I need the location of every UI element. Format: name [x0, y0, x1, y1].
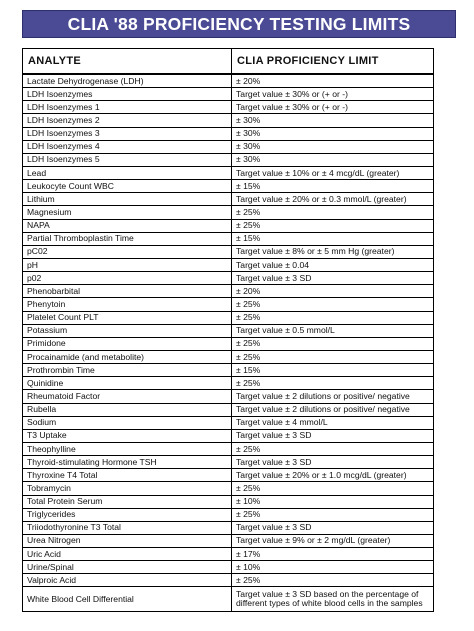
analyte-cell: Potassium: [23, 324, 232, 337]
analyte-cell: pH: [23, 258, 232, 271]
analyte-cell: Theophylline: [23, 442, 232, 455]
limit-cell: Target value ± 10% or ± 4 mcg/dL (greater): [232, 166, 434, 179]
analyte-cell: Phenobarbital: [23, 285, 232, 298]
analyte-cell: LDH Isoenzymes 1: [23, 101, 232, 114]
limit-cell: ± 15%: [232, 180, 434, 193]
analyte-cell: T3 Uptake: [23, 429, 232, 442]
analyte-cell: Phenytoin: [23, 298, 232, 311]
limit-cell: Target value ± 20% or ± 1.0 mcg/dL (greater): [232, 469, 434, 482]
table-row: [23, 219, 434, 232]
table-row: [23, 548, 434, 561]
table-row: [23, 193, 434, 206]
table-row-white-blood-cell-differential: [23, 587, 434, 612]
table-row: [23, 364, 434, 377]
limit-cell: Target value ± 2 dilutions or positive/ negative: [232, 403, 434, 416]
table-row: [23, 114, 434, 127]
table-row: [23, 127, 434, 140]
limit-cell: ± 15%: [232, 364, 434, 377]
analyte-cell: LDH Isoenzymes 4: [23, 140, 232, 153]
limit-cell: ± 25%: [232, 377, 434, 390]
analyte-cell: Triglycerides: [23, 508, 232, 521]
analyte-cell: Lithium: [23, 193, 232, 206]
limit-cell: Target value ± 3 SD based on the percentage of different types of white blood cells in the samples: [232, 587, 434, 612]
table-row: [23, 561, 434, 574]
table-row: [23, 245, 434, 258]
analyte-cell: LDH Isoenzymes 3: [23, 127, 232, 140]
analyte-cell: Urine/Spinal: [23, 561, 232, 574]
analyte-cell: Prothrombin Time: [23, 364, 232, 377]
limit-cell: ± 30%: [232, 114, 434, 127]
limit-cell: ± 20%: [232, 74, 434, 88]
limit-cell: ± 25%: [232, 311, 434, 324]
analyte-cell: Triiodothyronine T3 Total: [23, 521, 232, 534]
limit-cell: ± 20%: [232, 285, 434, 298]
limit-cell: Target value ± 3 SD: [232, 456, 434, 469]
table-row: [23, 298, 434, 311]
analyte-cell: p02: [23, 272, 232, 285]
table-row: [23, 456, 434, 469]
analyte-cell: Thyroxine T4 Total: [23, 469, 232, 482]
table-row: [23, 272, 434, 285]
limit-cell: Target value ± 0.5 mmol/L: [232, 324, 434, 337]
analyte-cell: White Blood Cell Differential: [23, 587, 232, 612]
table-row: [23, 350, 434, 363]
table-row: [23, 153, 434, 166]
analyte-cell: Partial Thromboplastin Time: [23, 232, 232, 245]
limit-cell: Target value ± 9% or ± 2 mg/dL (greater): [232, 534, 434, 547]
limit-cell: Target value ± 8% or ± 5 mm Hg (greater): [232, 245, 434, 258]
analyte-cell: Platelet Count PLT: [23, 311, 232, 324]
limit-cell: Target value ± 3 SD: [232, 521, 434, 534]
analyte-cell: Procainamide (and metabolite): [23, 350, 232, 363]
limit-cell: ± 25%: [232, 350, 434, 363]
analyte-cell: NAPA: [23, 219, 232, 232]
limit-cell: ± 25%: [232, 298, 434, 311]
limit-cell: ± 10%: [232, 495, 434, 508]
analyte-cell: Quinidine: [23, 377, 232, 390]
table-row: [23, 574, 434, 587]
limit-cell: Target value ± 3 SD: [232, 272, 434, 285]
analyte-cell: LDH Isoenzymes 2: [23, 114, 232, 127]
table-row: [23, 495, 434, 508]
analyte-cell: Uric Acid: [23, 548, 232, 561]
analyte-cell: Thyroid-stimulating Hormone TSH: [23, 456, 232, 469]
limit-cell: ± 30%: [232, 140, 434, 153]
limit-cell: ± 15%: [232, 232, 434, 245]
analyte-cell: LDH Isoenzymes 5: [23, 153, 232, 166]
limit-cell: ± 25%: [232, 574, 434, 587]
limit-cell: ± 25%: [232, 482, 434, 495]
analyte-cell: Rheumatoid Factor: [23, 390, 232, 403]
table-header-row: [23, 49, 434, 75]
column-header-limit: CLIA PROFICIENCY LIMIT: [232, 49, 434, 75]
analyte-cell: Lactate Dehydrogenase (LDH): [23, 74, 232, 88]
limit-cell: ± 30%: [232, 127, 434, 140]
analyte-cell: Urea Nitrogen: [23, 534, 232, 547]
analyte-cell: Leukocyte Count WBC: [23, 180, 232, 193]
limit-cell: ± 10%: [232, 561, 434, 574]
table-row: [23, 180, 434, 193]
table-body: [23, 74, 434, 612]
analyte-cell: Primidone: [23, 337, 232, 350]
table-row: [23, 534, 434, 547]
limit-cell: Target value ± 20% or ± 0.3 mmol/L (greater): [232, 193, 434, 206]
table-row: [23, 166, 434, 179]
limit-cell: ± 25%: [232, 219, 434, 232]
table-row: [23, 482, 434, 495]
limit-cell: Target value ± 2 dilutions or positive/ negative: [232, 390, 434, 403]
table-row: [23, 324, 434, 337]
limit-cell: ± 30%: [232, 153, 434, 166]
analyte-cell: Sodium: [23, 416, 232, 429]
proficiency-limits-table: [22, 48, 434, 612]
analyte-cell: Tobramycin: [23, 482, 232, 495]
column-header-analyte: ANALYTE: [23, 49, 232, 75]
limit-cell: Target value ± 30% or (+ or -): [232, 88, 434, 101]
limit-cell: ± 25%: [232, 206, 434, 219]
table-row: [23, 232, 434, 245]
analyte-cell: Lead: [23, 166, 232, 179]
table-row: [23, 337, 434, 350]
table-row: [23, 140, 434, 153]
analyte-cell: LDH Isoenzymes: [23, 88, 232, 101]
limit-cell: Target value ± 30% or (+ or -): [232, 101, 434, 114]
limit-cell: Target value ± 0.04: [232, 258, 434, 271]
table-row: [23, 101, 434, 114]
table-row: [23, 416, 434, 429]
table-row: [23, 521, 434, 534]
table-row: [23, 311, 434, 324]
analyte-cell: pC02: [23, 245, 232, 258]
analyte-cell: Valproic Acid: [23, 574, 232, 587]
limit-cell: ± 25%: [232, 442, 434, 455]
table-row: [23, 88, 434, 101]
analyte-cell: Magnesium: [23, 206, 232, 219]
table-row: [23, 442, 434, 455]
limit-cell: ± 17%: [232, 548, 434, 561]
table-row: [23, 403, 434, 416]
limit-cell: ± 25%: [232, 508, 434, 521]
limit-cell: Target value ± 4 mmol/L: [232, 416, 434, 429]
table-row: [23, 429, 434, 442]
analyte-cell: Total Protein Serum: [23, 495, 232, 508]
table-row: [23, 390, 434, 403]
table-row: [23, 469, 434, 482]
table-row: [23, 74, 434, 88]
page-title: CLIA '88 PROFICIENCY TESTING LIMITS: [22, 10, 456, 38]
table-row: [23, 206, 434, 219]
limit-cell: Target value ± 3 SD: [232, 429, 434, 442]
table-row: [23, 285, 434, 298]
limit-cell: ± 25%: [232, 337, 434, 350]
analyte-cell: Rubella: [23, 403, 232, 416]
table-row: [23, 508, 434, 521]
table-row: [23, 258, 434, 271]
table-row: [23, 377, 434, 390]
